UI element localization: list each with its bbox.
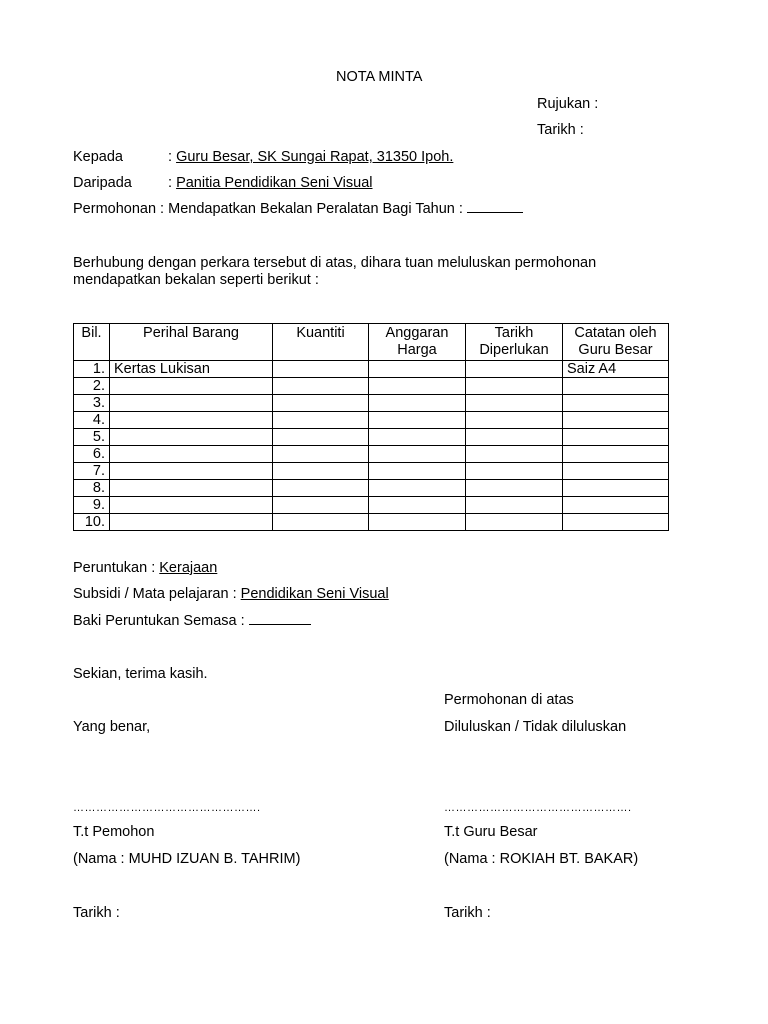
daripada-colon: :: [168, 175, 173, 191]
yang-benar-text: Yang benar,: [73, 719, 151, 735]
cell-perihal: [110, 429, 273, 446]
table-row: [74, 497, 669, 514]
cell-kuantiti: [273, 412, 369, 429]
body-line-1: Berhubung dengan perkara tersebut di atas, dihara tuan meluluskan permohonan: [73, 255, 597, 271]
guru-besar-name: (Nama : ROKIAH BT. BAKAR): [444, 851, 639, 867]
table-row: [74, 514, 669, 531]
cell-bil: 4.: [74, 412, 110, 429]
cell-bil: 6.: [74, 446, 110, 463]
header-perihal-barang: Perihal Barang: [110, 324, 273, 361]
cell-perihal: [110, 480, 273, 497]
cell-perihal: [110, 395, 273, 412]
cell-harga: [369, 480, 466, 497]
table-row: [74, 429, 669, 446]
cell-harga: [369, 412, 466, 429]
kepada-value: Guru Besar, SK Sungai Rapat, 31350 Ipoh.: [176, 149, 454, 165]
cell-harga: [369, 446, 466, 463]
table-row: [74, 361, 669, 378]
document-title: NOTA MINTA: [336, 69, 423, 85]
table-row: [74, 378, 669, 395]
cell-catatan: [563, 378, 669, 395]
cell-tarikh: [466, 361, 563, 378]
baki-row: [73, 612, 311, 630]
kepada-row: [73, 148, 453, 166]
body-line-2: mendapatkan bekalan seperti berikut :: [73, 272, 319, 288]
cell-tarikh: [466, 446, 563, 463]
request-table: [73, 323, 669, 531]
pemohon-name: (Nama : MUHD IZUAN B. TAHRIM): [73, 851, 301, 867]
cell-tarikh: [466, 429, 563, 446]
cell-tarikh: [466, 514, 563, 531]
cell-harga: [369, 361, 466, 378]
cell-catatan: [563, 395, 669, 412]
approval-line-1: Permohonan di atas: [444, 692, 574, 708]
cell-kuantiti: [273, 446, 369, 463]
daripada-row: [73, 174, 373, 192]
pemohon-role: T.t Pemohon: [73, 824, 155, 840]
tahun-blank-line: [467, 200, 523, 213]
cell-catatan: [563, 446, 669, 463]
cell-tarikh: [466, 395, 563, 412]
cell-kuantiti: [273, 463, 369, 480]
cell-harga: [369, 429, 466, 446]
tarikh-label: Tarikh :: [537, 122, 584, 138]
baki-blank-line: [249, 612, 311, 625]
guru-besar-role: T.t Guru Besar: [444, 824, 538, 840]
cell-tarikh: [466, 378, 563, 395]
cell-catatan: [563, 497, 669, 514]
cell-bil: 8.: [74, 480, 110, 497]
table-row: [74, 395, 669, 412]
cell-perihal: [110, 412, 273, 429]
cell-kuantiti: [273, 395, 369, 412]
baki-label: Baki Peruntukan Semasa :: [73, 613, 245, 629]
kepada-label: Kepada: [73, 149, 123, 165]
signature-dots-right: ………………………………………….: [444, 802, 632, 814]
peruntukan-row: [73, 559, 217, 577]
cell-perihal: [110, 446, 273, 463]
permohonan-row: [73, 200, 523, 218]
cell-tarikh: [466, 412, 563, 429]
cell-kuantiti: [273, 378, 369, 395]
cell-kuantiti: [273, 361, 369, 378]
kepada-colon: :: [168, 149, 173, 165]
table-row: [74, 463, 669, 480]
signature-dots-left: ………………………………………….: [73, 802, 261, 814]
cell-perihal: [110, 514, 273, 531]
subsidi-value: Pendidikan Seni Visual: [240, 586, 389, 602]
cell-catatan: [563, 514, 669, 531]
cell-perihal: Kertas Lukisan: [110, 361, 273, 378]
daripada-label: Daripada: [73, 175, 132, 191]
header-kuantiti: Kuantiti: [273, 324, 369, 361]
cell-kuantiti: [273, 480, 369, 497]
cell-bil: 10.: [74, 514, 110, 531]
cell-kuantiti: [273, 429, 369, 446]
table-row: [74, 480, 669, 497]
table-row: [74, 446, 669, 463]
header-catatan: Catatan oleh Guru Besar: [563, 324, 669, 361]
table-row: [74, 412, 669, 429]
cell-tarikh: [466, 463, 563, 480]
cell-tarikh: [466, 497, 563, 514]
guru-besar-date-label: Tarikh :: [444, 905, 491, 921]
cell-harga: [369, 378, 466, 395]
cell-catatan: [563, 429, 669, 446]
cell-tarikh: [466, 480, 563, 497]
permohonan-value: Mendapatkan Bekalan Peralatan Bagi Tahun :: [168, 201, 463, 217]
cell-kuantiti: [273, 514, 369, 531]
cell-perihal: [110, 463, 273, 480]
daripada-value: Panitia Pendidikan Seni Visual: [176, 175, 373, 191]
cell-bil: 3.: [74, 395, 110, 412]
cell-bil: 2.: [74, 378, 110, 395]
cell-catatan: [563, 480, 669, 497]
permohonan-label: Permohonan :: [73, 201, 165, 217]
cell-harga: [369, 463, 466, 480]
header-bil: Bil.: [74, 324, 110, 361]
rujukan-label: Rujukan :: [537, 96, 599, 112]
cell-kuantiti: [273, 497, 369, 514]
cell-harga: [369, 395, 466, 412]
cell-bil: 7.: [74, 463, 110, 480]
cell-bil: 1.: [74, 361, 110, 378]
cell-harga: [369, 514, 466, 531]
header-tarikh-diperlukan: Tarikh Diperlukan: [466, 324, 563, 361]
subsidi-label: Subsidi / Mata pelajaran :: [73, 586, 237, 602]
cell-catatan: [563, 412, 669, 429]
header-anggaran-harga: Anggaran Harga: [369, 324, 466, 361]
cell-catatan: Saiz A4: [563, 361, 669, 378]
cell-perihal: [110, 497, 273, 514]
peruntukan-value: Kerajaan: [159, 560, 218, 576]
cell-catatan: [563, 463, 669, 480]
cell-harga: [369, 497, 466, 514]
cell-bil: 9.: [74, 497, 110, 514]
peruntukan-label: Peruntukan :: [73, 560, 156, 576]
cell-perihal: [110, 378, 273, 395]
cell-bil: 5.: [74, 429, 110, 446]
thanks-text: Sekian, terima kasih.: [73, 666, 208, 682]
table-header-row: [74, 324, 669, 361]
approval-line-2: Diluluskan / Tidak diluluskan: [444, 719, 627, 735]
pemohon-date-label: Tarikh :: [73, 905, 120, 921]
subsidi-row: [73, 585, 389, 603]
